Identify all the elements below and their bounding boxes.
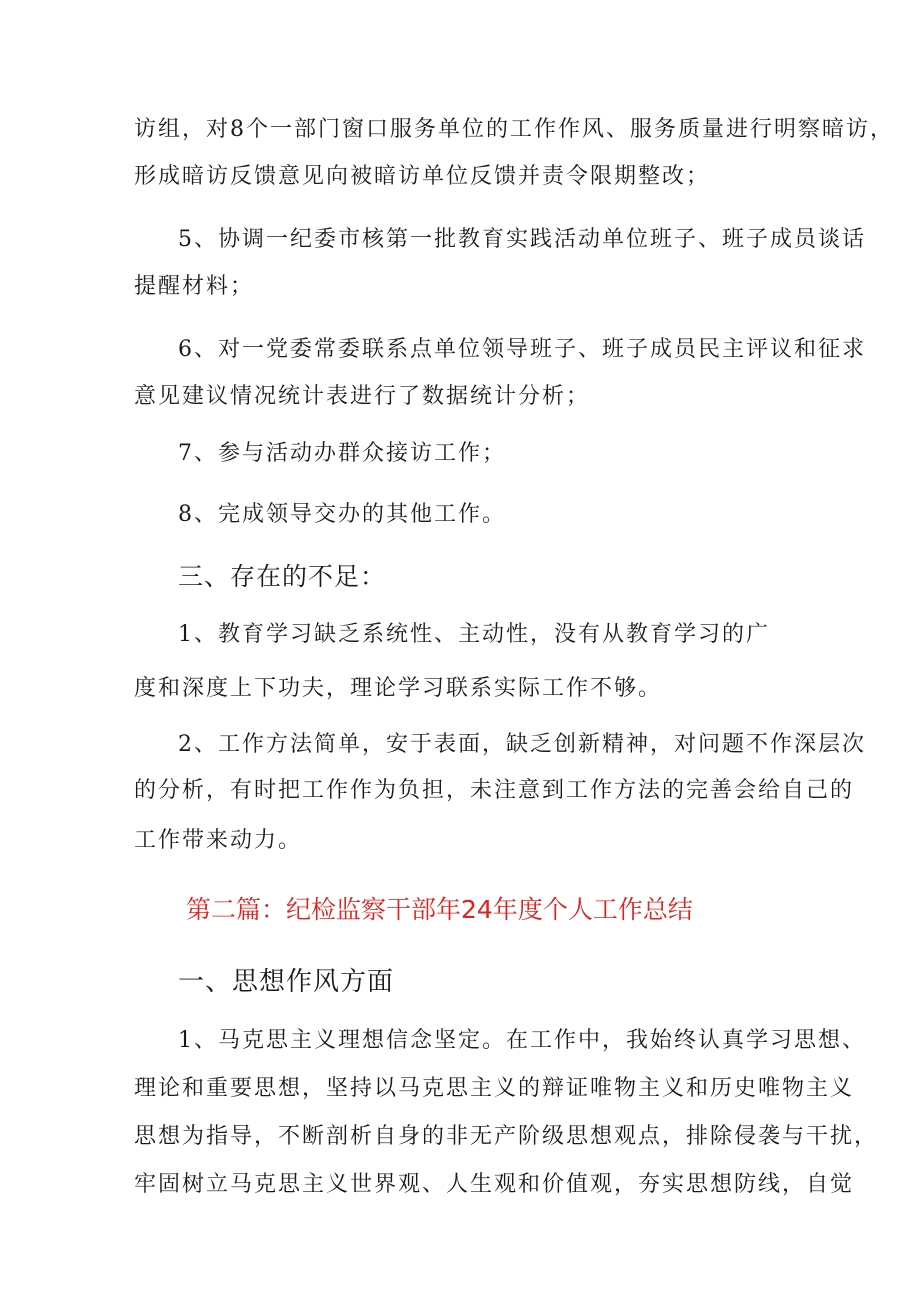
paragraph-line: 形成暗访反馈意见向被暗访单位反馈并责令限期整改； [134, 164, 711, 189]
list-item-7: 7、参与活动办群众接访工作； [178, 441, 506, 466]
chapter-title: 第二篇：纪检监察干部年24年度个人工作总结 [186, 895, 693, 924]
list-item-6-line-1: 6、对一党委常委联系点单位领导班子、班子成员民主评议和征求 [178, 337, 866, 362]
ideology-1-line-1: 1、马克思主义理想信念坚定。在工作中，我始终认真学习思想、 [178, 1028, 866, 1053]
shortcoming-2-line-2: 的分析，有时把工作作为负担，未注意到工作方法的完善会给自己的 [134, 778, 855, 803]
list-item-5-line-1: 5、协调一纪委市核第一批教育实践活动单位班子、班子成员谈话 [178, 227, 866, 252]
shortcoming-1-line-2: 度和深度上下功夫，理论学习联系实际工作不够。 [134, 676, 663, 701]
ideology-1-line-2: 理论和重要思想，坚持以马克思主义的辩证唯物主义和历史唯物主义 [134, 1076, 855, 1101]
section-heading-shortcomings: 三、存在的不足： [178, 562, 387, 591]
ideology-1-line-4: 牢固树立马克思主义世界观、人生观和价值观，夯实思想防线，自觉 [134, 1172, 855, 1197]
list-item-5-line-2: 提醒材料； [134, 274, 255, 299]
part-heading-ideology: 一、思想作风方面 [178, 967, 395, 997]
list-item-8: 8、完成领导交办的其他工作。 [178, 502, 506, 527]
shortcoming-2-line-1: 2、工作方法简单，安于表面，缺乏创新精神，对问题不作深层次 [178, 732, 866, 757]
list-item-6-line-2: 意见建议情况统计表进行了数据统计分析； [134, 384, 591, 409]
ideology-1-line-3: 思想为指导，不断剖析自身的非无产阶级思想观点，排除侵袭与干扰， [134, 1124, 879, 1149]
paragraph-line: 访组，对8个一部门窗口服务单位的工作作风、服务质量进行明察暗访， [134, 117, 894, 142]
shortcoming-1-line-1: 1、教育学习缺乏系统性、主动性，没有从教育学习的广 [178, 622, 770, 647]
shortcoming-2-line-3: 工作带来动力。 [134, 828, 303, 853]
